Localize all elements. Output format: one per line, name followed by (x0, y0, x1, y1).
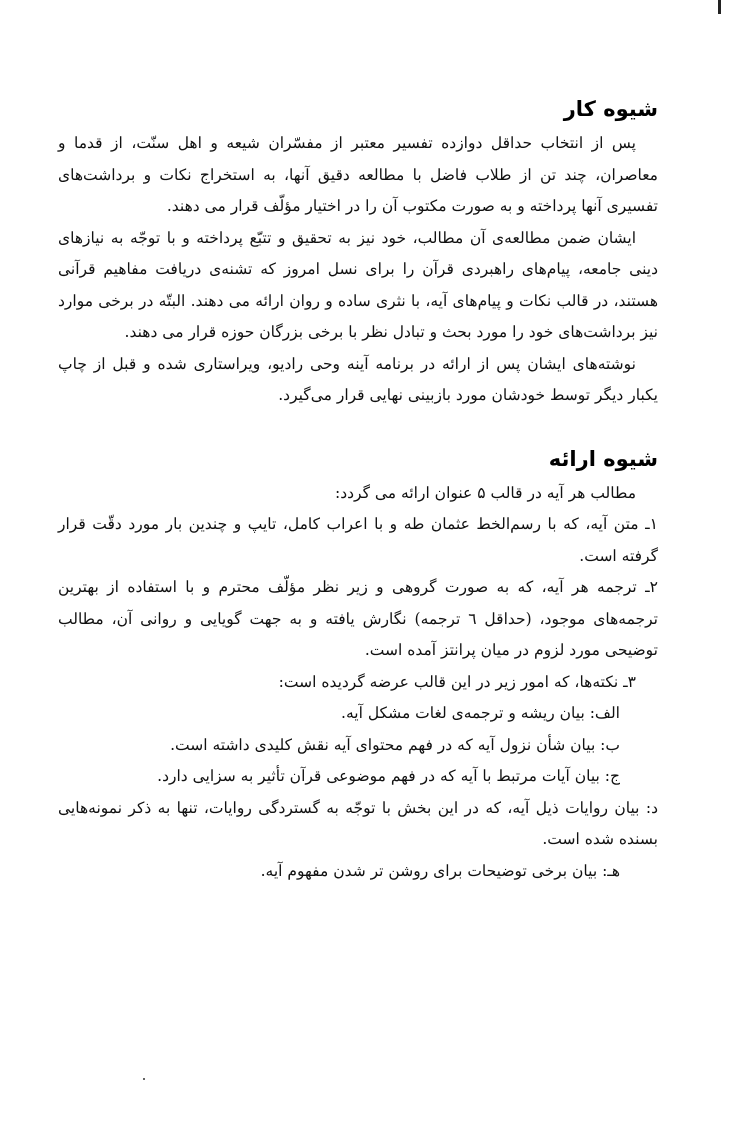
section-heading-method: شیوه کار (563, 97, 658, 121)
sub-item-jim: ج: بیان آیات مرتبط با آیه که در فهم موضوعی قرآن تأثیر به سزایی دارد. (157, 767, 620, 785)
method-paragraph-2: ایشان ضمن مطالعه‌ی آن مطالب، خود نیز به تحقیق و تتبّع پرداخته و با توجّه به نیازهای دینی جامعه، پیام‌های راهبردی قرآن را برای نسل امروز که تشنه‌ی دریافت مفاهیم قرآنی هستند، در قالب نکات و پیام‌های آیه، با نثری ساده و روان ارائه می دهند. البتّه در برخی موارد نیز برداشت‌های خود را مورد بحث و تبادل نظر با برخی بزرگان حوزه قرار می دهند. (58, 228, 658, 341)
method-paragraph-1: پس از انتخاب حداقل دوازده تفسیر معتبر از مفسّران شیعه و اهل سنّت، از قدما و معاصران، چند تن از طلاب فاضل با مطالعه دقیق آنها، به استخراج نکات و برداشت‌های تفسیری آنها پرداخته و به صورت مکتوب آن را در اختیار مؤلّف قرار می دهند. (58, 134, 658, 215)
page-content (58, 92, 658, 887)
sub-item-be: ب: بیان شأن نزول آیه که در فهم محتوای آیه نقش کلیدی داشته است. (170, 735, 620, 754)
method-paragraph-3: نوشته‌های ایشان پس از ارائه در برنامه آینه وحی رادیو، ویراستاری شده و قبل از چاپ یکبار دیگر توسط خودشان مورد بازبینی نهایی قرار می‌گیرد. (58, 354, 658, 404)
scan-mark (718, 0, 721, 14)
presentation-item-2: ۲ـ ترجمه هر آیه، که به صورت گروهی و زیر نظر مؤلّف محترم و با استفاده از بهترین ترجمه‌های موجود، (حداقل ٦ ترجمه) نگارش یافته و به جهت گویایی و روانی آن، مطالب توضیحی مورد لزوم در میان پرانتز آمده است. (58, 578, 658, 659)
presentation-item-1: ۱ـ متن آیه، که با رسم‌الخط عثمان طه و با اعراب کامل، تایپ و چندین بار مورد دقّت قرار گرفته است. (58, 515, 658, 565)
presentation-intro: مطالب هر آیه در قالب ۵ عنوان ارائه می گردد: (335, 483, 636, 502)
scan-dot (143, 1078, 145, 1080)
presentation-item-3: ۳ـ نکته‌ها، که امور زیر در این قالب عرضه گردیده است: (278, 672, 636, 691)
sub-item-he: هـ: بیان برخی توضیحات برای روشن تر شدن مفهوم آیه. (260, 861, 620, 880)
section-heading-presentation: شیوه ارائه (548, 446, 658, 471)
sub-item-alef: الف: بیان ریشه و ترجمه‌ی لغات مشکل آیه. (341, 704, 620, 722)
sub-item-dal: د: بیان روایات ذیل آیه، که در این بخش با توجّه به گستردگی روایات، تنها به ذکر نمونه‌هایی بسنده شده است. (58, 798, 658, 848)
